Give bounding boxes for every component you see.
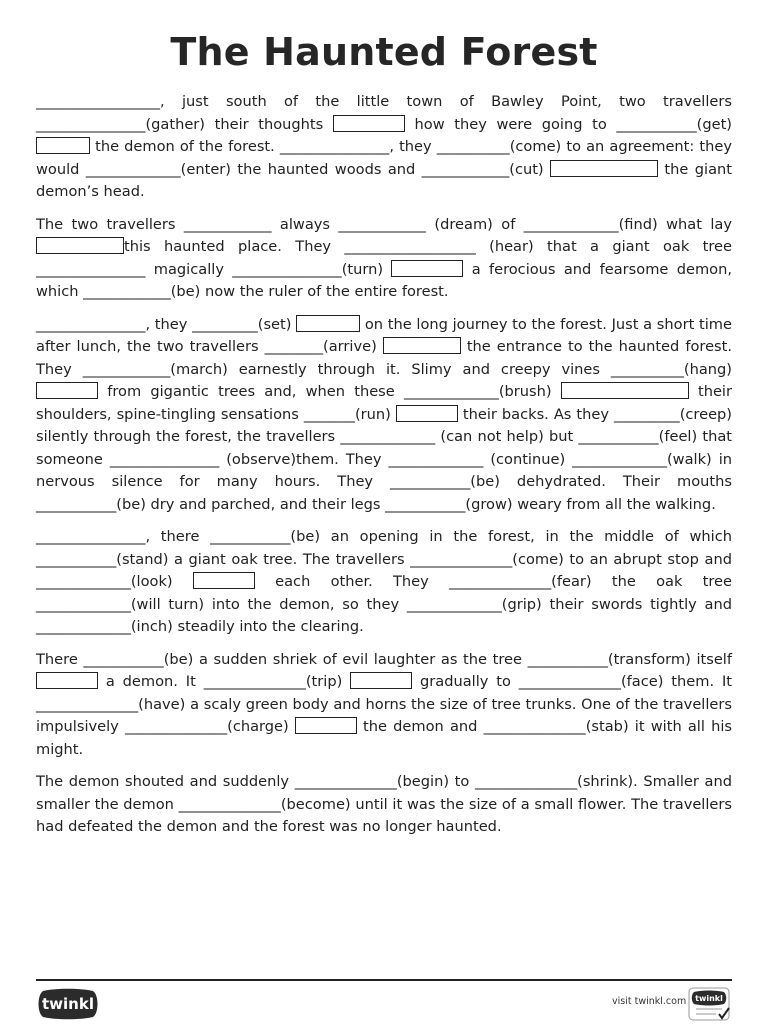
paragraph-text: this haunted place. They __________________ (hear) that a giant oak tree _______________ magically _______________(turn) (36, 238, 732, 278)
paragraph-text: _________________, just south of the little town of Bawley Point, two travellers _______________(gather) their thoughts (36, 93, 732, 133)
answer-box[interactable] (36, 382, 98, 399)
svg-text:twinkl: twinkl (695, 994, 723, 1003)
footer-divider (36, 979, 732, 981)
paragraph-text: the demon and ______________(stab) it with all his might. (36, 718, 732, 758)
paragraph-text: the entrance to the haunted forest. They ____________(march) earnestly through it. Slimy and creepy vines __________(hang) (36, 338, 733, 378)
paragraph-text: a ferocious and fearsome demon, which ____________(be) now the ruler of the entire forest. (36, 260, 732, 300)
page-title: The Haunted Forest (170, 30, 598, 74)
paragraph (36, 91, 732, 204)
paragraph (36, 526, 732, 639)
paragraph (36, 649, 732, 762)
answer-box[interactable] (550, 160, 658, 177)
paragraph-text: There ___________(be) a sudden shriek of evil laughter as the tree ___________(transform) itself (36, 650, 732, 668)
paragraph (36, 314, 732, 517)
svg-text:twinkl: twinkl (42, 995, 94, 1013)
paragraph-text: The two travellers ____________ always ____________ (dream) of _____________(find) what lay (36, 215, 732, 233)
answer-box[interactable] (295, 717, 357, 734)
answer-box[interactable] (396, 405, 458, 422)
paragraph-text: the giant demon’s head. (36, 160, 732, 200)
quality-badge-icon (688, 986, 732, 1026)
answer-box[interactable] (350, 672, 412, 689)
paragraph-text: gradually to ______________(face) them. It ______________(have) a scaly green body and horns the size of tree trunks. One of the travellers impulsively ______________(charge) (36, 673, 732, 735)
answer-box[interactable] (561, 382, 689, 399)
answer-box[interactable] (333, 115, 405, 132)
paragraph-text: from gigantic trees and, when these _____________(brush) (98, 383, 561, 400)
paragraph-text: _______________, there ___________(be) an opening in the forest, in the middle of which ___________(stand) a giant oak tree. The travellers ______________(come) to an abrupt stop and _____________(look) (36, 528, 732, 590)
answer-box[interactable] (36, 672, 98, 689)
answer-box[interactable] (36, 237, 124, 254)
paragraph-text: _______________, they _________(set) (36, 315, 297, 333)
worksheet-body (36, 91, 732, 849)
answer-box[interactable] (391, 260, 463, 277)
answer-box[interactable] (383, 337, 461, 354)
twinkl-logo (37, 988, 99, 1024)
paragraph-text: their backs. As they _________(creep) silently through the forest, the travellers _____________ (can not help) but ___________(feel) that someone _______________ (observe)them. They _____________ (continue) _____________(walk) in nervous silence for many hours. They ___________(be) dehydrated. Their mouths ___________(be) dry and parched, and their legs ___________(grow) weary from all the walking. (36, 405, 733, 513)
answer-box[interactable] (36, 137, 90, 154)
paragraph-text: their shoulders, spine-tingling sensations _______(run) (36, 383, 732, 423)
paragraph-text: The demon shouted and suddenly ______________(begin) to ______________(shrink). Smaller and smaller the demon ______________(become) until it was the size of a small flower. The travellers had defeated the demon and the forest was no longer haunted. (36, 773, 732, 835)
paragraph-text: each other. They ______________(fear) the oak tree _____________(will turn) into the demon, so they _____________(grip) their swords tightly and _____________(inch) steadily into the clearing. (36, 573, 733, 635)
paragraph (36, 214, 732, 304)
paragraph-text: how they were going to ___________(get) (404, 115, 732, 133)
answer-box[interactable] (193, 572, 255, 589)
paragraph-text: on the long journey to the forest. Just a short time after lunch, the two travellers ________(arrive) (36, 315, 732, 355)
visit-website-text: visit twinkl.com (612, 996, 687, 1007)
paragraph (36, 771, 732, 839)
answer-box[interactable] (296, 315, 360, 332)
paragraph-text: the demon of the forest. _______________, they __________(come) to an agreement: they would _____________(enter) the haunted woods and ____________(cut) (36, 138, 732, 178)
paragraph-text: a demon. It ______________(trip) (98, 673, 351, 690)
